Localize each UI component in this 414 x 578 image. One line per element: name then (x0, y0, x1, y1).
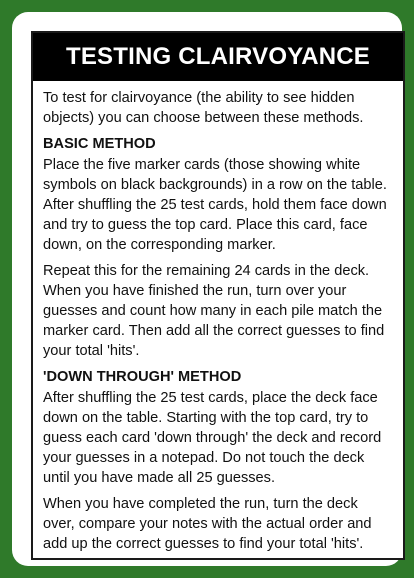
intro-text: To test for clairvoyance (the ability to see hidden objects) you can choose between these methods. (43, 90, 364, 126)
down-through-method-heading: 'DOWN THROUGH' METHOD (43, 368, 242, 385)
basic-method-heading: BASIC METHOD (43, 135, 156, 152)
down-through-method-paragraph-2: When you have completed the run, turn the deck over, compare your notes with the actual order and add up the correct guesses to find your total 'hits'. (43, 495, 372, 552)
basic-method-paragraph-1: Place the five marker cards (those showing white symbols on black backgrounds) in a row on the table. After shuffling the 25 test cards, hold them face down and try to guess the top card. Place this card, face down, on the corresponding marker. (43, 156, 387, 253)
basic-method-paragraph-2: Repeat this for the remaining 24 cards in the deck. When you have finished the run, turn over your guesses and count how many in each pile match the marker card. Then add all the correct guesses to find your total 'hits'. (43, 262, 385, 359)
card-content (33, 81, 403, 555)
instruction-card (12, 12, 402, 566)
down-through-method-paragraph-1: After shuffling the 25 test cards, place the deck face down on the table. Starting with the top card, try to guess each card 'down through' the deck and record your guesses in a notepad. Do not touch the deck until you have made all 25 guesses. (43, 389, 382, 486)
card-frame (31, 31, 405, 560)
card-title: TESTING CLAIRVOYANCE (65, 43, 371, 70)
title-bar (33, 33, 403, 81)
